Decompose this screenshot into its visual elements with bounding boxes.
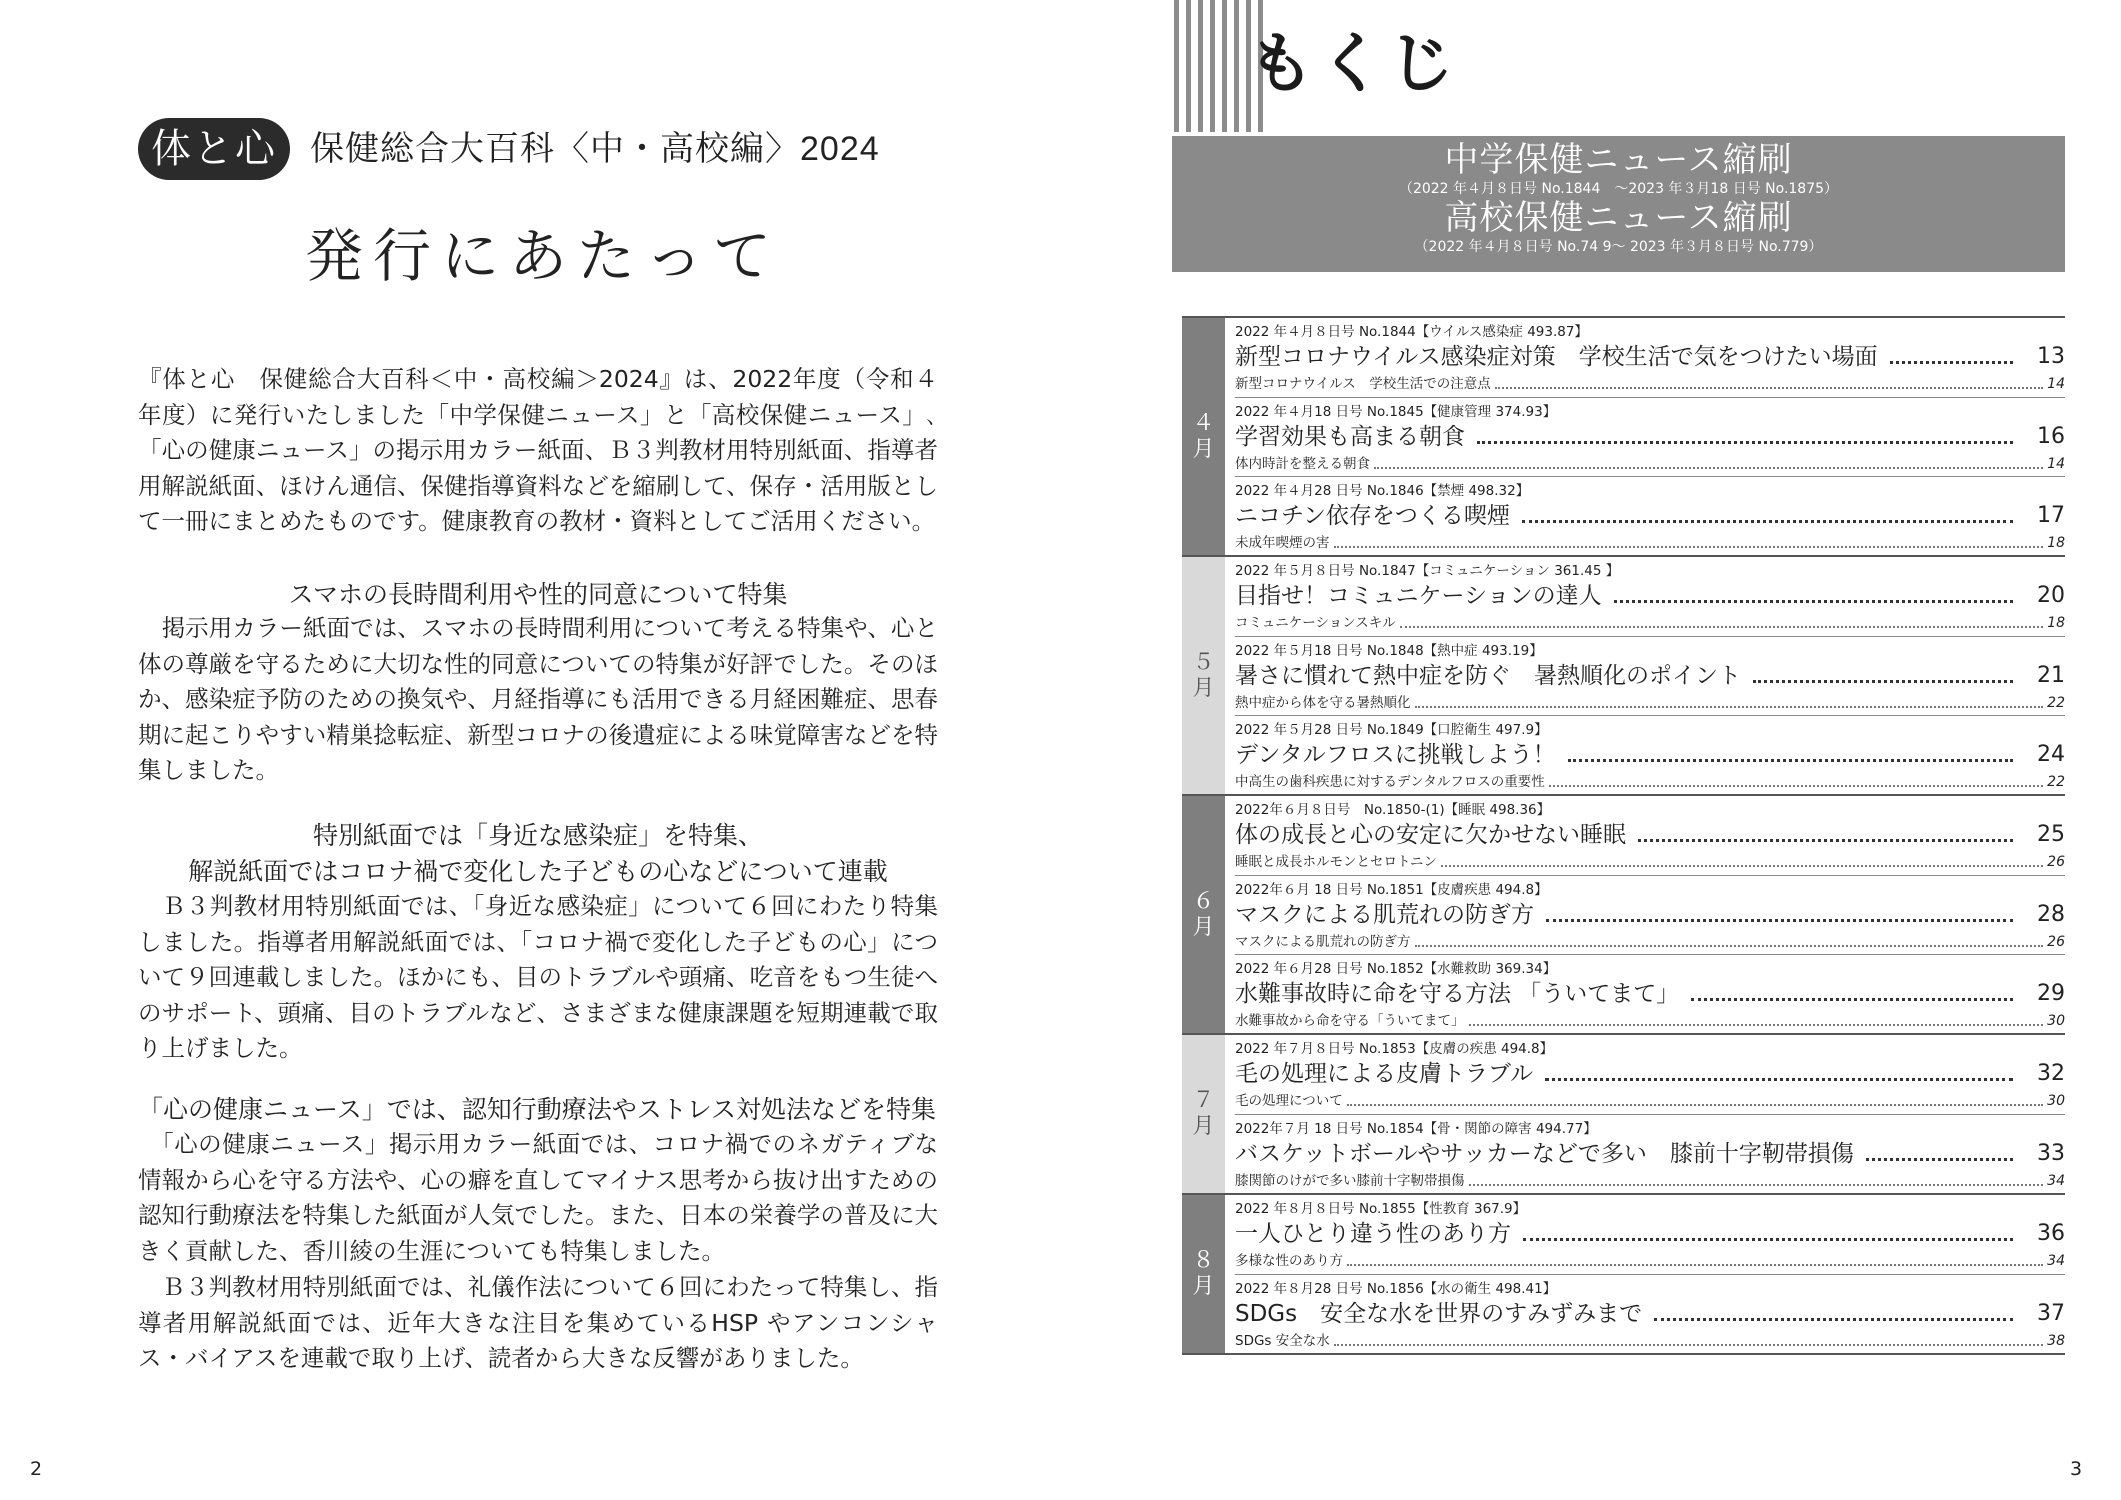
section2-heading-1: 特別紙面では「身近な感染症」を特集、 [312,821,763,850]
entry-sub-page: 30 [2047,1013,2065,1029]
month-tab [1182,1035,1225,1193]
entry-title-row [1235,580,2065,612]
month-label: ５月 [1192,649,1215,701]
leader-dots [1546,919,2013,922]
entry-title-row [1235,899,2065,931]
toc-entry[interactable] [1235,715,2065,794]
entry-title: ニコチン依存をつくる喫煙 [1235,503,1510,529]
section2-heading-2: 解説紙面ではコロナ禍で変化した子どもの心などについて連載 [188,857,888,886]
toc-month-group [1182,1193,2065,1353]
intro-paragraph: 『体と心 保健総合大百科＜中・高校編＞2024』は、2022年度（令和４年度）に発行いたしました「中学保健ニュース」と「高校保健ニュース」､「心の健康ニュース」の掲示用カラー紙面、Ｂ３判教材用特別紙面、指導者用解説紙面、ほけん通信、保健指導資料などを縮刷して、保存・活用版として一冊にまとめたものです。健康教育の教材・資料としてご活用ください。 [138,365,938,536]
page-number-left: 2 [30,1458,43,1480]
entry-subtitle-row [1235,1012,2065,1030]
entry-page: 28 [2037,902,2065,927]
entry-subtitle: 水難事故から命を守る「ういてまて」 [1235,1013,1465,1029]
entry-sub-page: 30 [2047,1093,2065,1109]
entry-issue-info: 2022年６月８日号 No.1850-(1)【睡眠 498.36】 [1235,802,1551,818]
entry-subtitle: マスクによる肌荒れの防ぎ方 [1235,934,1411,950]
entry-subtitle: 体内時計を整える朝食 [1235,456,1370,472]
entry-issue-info: 2022 年５月18 日号 No.1848【熱中症 493.19】 [1235,643,1543,659]
page-title: 発行にあたって [305,223,782,289]
leader-dots [1477,441,2013,444]
leader-dots [1347,1264,2043,1266]
leader-dots [1441,865,2043,867]
toc-entry[interactable] [1235,476,2065,555]
title-badge: 体と心 [138,118,290,180]
entry-subtitle: 未成年喫煙の害 [1235,535,1330,551]
section1-heading: スマホの長時間利用や性的同意について特集 [288,580,788,609]
entry-sub-page: 18 [2047,535,2065,551]
section2-body: Ｂ３判教材用特別紙面では、「身近な感染症」について６回にわたり特集しました。指導者用解説紙面では、「コロナ禍で変化した子どもの心」について９回連載しました。ほかにも、目のトラブルや頭痛、吃音をもつ生徒へのサポート、頭痛、目のトラブルなど、さまざまな健康課題を短期連載で取り上げました。 [138,892,938,1063]
toc-entry[interactable] [1235,875,2065,954]
entry-page: 17 [2037,503,2065,528]
entry-issue-info: 2022 年４月８日号 No.1844【ウイルス感染症 493.87】 [1235,324,1588,340]
entry-sub-page: 18 [2047,615,2065,631]
toc-heading: もくじ [1248,25,1458,102]
toc-banner [1172,136,2065,272]
section1-body: 掲示用カラー紙面では、スマホの長時間利用について考える特集や、心と体の尊厳を守るために大切な性的同意についての特集が好評でした。そのほか、感染症予防のための換気や、月経指導にも活用できる月経困難症、思春期に起こりやすい精巣捻転症、新型コロナの後遺症による味覚障害などを特集しました。 [138,614,938,785]
toc-entry[interactable] [1235,318,2065,397]
entry-subtitle-row [1235,1252,2065,1270]
leader-dots [1568,759,2013,762]
leader-dots [1347,1104,2043,1106]
entry-sub-page: 26 [2047,934,2065,950]
toc-entry[interactable] [1235,1114,2065,1193]
leader-dots [1334,1344,2043,1346]
entry-title-row [1235,739,2065,771]
entry-sub-page: 22 [2047,774,2065,790]
toc-entry[interactable] [1235,636,2065,715]
banner-sub-junior: （2022 年４月８日号 No.1844 ～2023 年３月18 日号 No.1875） [1398,181,1839,197]
toc-entry[interactable] [1235,1035,2065,1114]
entry-subtitle: 新型コロナウイルス 学校生活での注意点 [1235,376,1491,392]
entry-title-row [1235,978,2065,1010]
entry-subtitle-row [1235,1332,2065,1350]
entry-title-row [1235,1138,2065,1170]
leader-dots [1549,785,2043,787]
entry-subtitle: SDGs 安全な水 [1235,1333,1330,1349]
leader-dots [1614,600,2013,603]
section3-body-2: Ｂ３判教材用特別紙面では、礼儀作法について６回にわたって特集し、指導者用解説紙面では、近年大きな注目を集めているHSP やアンコンシャス・バイアスを連載で取り上げ、読者から大きな反響がありました。 [138,1273,938,1373]
banner-title-senior: 高校保健ニュース縮刷 [1444,198,1793,238]
entry-issue-info: 2022 年５月28 日号 No.1849【口腔衛生 497.9】 [1235,722,1548,738]
entry-subtitle: 多様な性のあり方 [1235,1253,1343,1269]
entry-title-row [1235,1218,2065,1250]
entry-subtitle-row [1235,534,2065,552]
month-tab [1182,796,1225,1033]
entry-title: バスケットボールやサッカーなどで多い 膝前十字靭帯損傷 [1235,1141,1854,1167]
entry-issue-info: 2022 年５月８日号 No.1847【コミュニケーション 361.45 】 [1235,563,1620,579]
entry-page: 20 [2037,583,2065,608]
toc-entry[interactable] [1235,1195,2065,1274]
entry-issue-info: 2022年６月 18 日号 No.1851【皮膚疾患 494.8】 [1235,882,1548,898]
entry-title: 暑さに慣れて熱中症を防ぐ 暑熱順化のポイント [1235,663,1741,689]
entry-subtitle-row [1235,1172,2065,1190]
entry-subtitle: 膝関節のけがで多い膝前十字靭帯損傷 [1235,1173,1465,1189]
leader-dots [1890,361,2013,364]
entry-sub-page: 26 [2047,854,2065,870]
month-label: ４月 [1192,410,1215,462]
month-label: ８月 [1192,1248,1215,1299]
leader-dots [1753,680,2013,683]
leader-dots [1495,387,2043,389]
entry-title: SDGs 安全な水を世界のすみずみまで [1235,1301,1643,1327]
month-tab [1182,318,1225,555]
entry-title: 水難事故時に命を守る方法 「ういてまて」 [1235,981,1680,1007]
entry-sub-page: 38 [2047,1333,2065,1349]
entry-title-row [1235,341,2065,373]
leader-dots [1691,998,2013,1001]
leader-dots [1400,626,2044,628]
leader-dots [1866,1158,2013,1161]
entry-sub-page: 14 [2047,456,2065,472]
entry-subtitle-row [1235,614,2065,632]
entry-title-row [1235,500,2065,532]
leader-dots [1522,520,2013,523]
entry-subtitle-row [1235,1092,2065,1110]
toc-month-group [1182,316,2065,555]
entry-issue-info: 2022年７月 18 日号 No.1854【骨・関節の障害 494.77】 [1235,1121,1597,1137]
entry-issue-info: 2022 年４月18 日号 No.1845【健康管理 374.93】 [1235,404,1557,420]
entry-page: 29 [2037,981,2065,1006]
section3-heading: 「心の健康ニュース」では、認知行動療法やストレス対処法などを特集 [138,1095,937,1124]
entry-sub-page: 34 [2047,1253,2065,1269]
entry-issue-info: 2022 年８月28 日号 No.1856【水の衛生 498.41】 [1235,1281,1557,1297]
leader-dots [1654,1318,2013,1321]
toc-entry[interactable] [1235,397,2065,476]
month-label: ７月 [1192,1088,1215,1139]
entry-page: 36 [2037,1221,2065,1246]
entry-issue-info: 2022 年４月28 日号 No.1846【禁煙 498.32】 [1235,483,1530,499]
entry-sub-page: 22 [2047,695,2065,711]
entry-page: 21 [2037,663,2065,688]
leader-dots [1334,546,2044,548]
entry-title-row [1235,421,2065,453]
entry-title-row [1235,660,2065,692]
page-number-right: 3 [2070,1458,2083,1480]
entry-title: 新型コロナウイルス感染症対策 学校生活で気をつけたい場面 [1235,344,1878,370]
entry-issue-info: 2022 年７月８日号 No.1853【皮膚の疾患 494.8】 [1235,1041,1554,1057]
entry-title: 目指せ！コミュニケーションの達人 [1235,583,1602,609]
leader-dots [1523,1238,2013,1241]
entry-page: 13 [2037,344,2065,369]
entry-subtitle-row [1235,375,2065,393]
toc-list [1182,316,2065,1355]
entry-title: 毛の処理による皮膚トラブル [1235,1061,1534,1087]
series-title: 保健総合大百科〈中・高校編〉2024 [310,130,880,168]
month-tab [1182,1195,1225,1353]
entry-title: デンタルフロスに挑戦しよう！ [1235,742,1556,768]
entry-subtitle: 毛の処理について [1235,1093,1343,1109]
entry-subtitle-row [1235,773,2065,791]
entry-subtitle-row [1235,853,2065,871]
toc-entry[interactable] [1235,557,2065,636]
entry-subtitle: 睡眠と成長ホルモンとセロトニン [1235,854,1437,870]
entry-title: 一人ひとり違う性のあり方 [1235,1221,1511,1247]
entry-subtitle-row [1235,694,2065,712]
entry-issue-info: 2022 年８月８日号 No.1855【性教育 367.9】 [1235,1201,1527,1217]
entry-sub-page: 14 [2047,376,2065,392]
month-tab [1182,557,1225,794]
entry-issue-info: 2022 年６月28 日号 No.1852【水難救助 369.34】 [1235,961,1557,977]
banner-sub-senior: （2022 年４月８日号 No.74 9～ 2023 年３月８日号 No.779） [1414,239,1823,255]
entry-title-row [1235,1298,2065,1330]
entry-page: 16 [2037,424,2065,449]
entry-title: 体の成長と心の安定に欠かせない睡眠 [1235,822,1626,848]
leader-dots [1545,1078,2013,1081]
entry-title: 学習効果も高まる朝食 [1235,424,1465,450]
section3-body-1: 「心の健康ニュース」掲示用カラー紙面では、コロナ禍でのネガティブな情報から心を守る方法や、心の癖を直してマイナス思考から抜け出すための認知行動療法を特集した紙面が人気でした。また、日本の栄養学の普及に大きく貢献した、香川綾の生涯についても特集しました。 [138,1130,938,1265]
entry-subtitle: 熱中症から体を守る暑熱順化 [1235,695,1411,711]
toc-month-group [1182,555,2065,794]
month-label: ６月 [1192,888,1215,940]
entry-subtitle-row [1235,455,2065,473]
leader-dots [1469,1024,2044,1026]
leader-dots [1374,467,2043,469]
entry-page: 32 [2037,1061,2065,1086]
entry-subtitle-row [1235,933,2065,951]
toc-entry[interactable] [1235,796,2065,875]
entry-page: 33 [2037,1141,2065,1166]
entry-page: 37 [2037,1301,2065,1326]
entry-title: マスクによる肌荒れの防ぎ方 [1235,902,1534,928]
left-page [0,0,1060,1500]
leader-dots [1638,839,2013,842]
leader-dots [1469,1184,2044,1186]
toc-month-group [1182,794,2065,1033]
toc-end-rule [1182,1353,2065,1355]
toc-month-group [1182,1033,2065,1193]
toc-entry[interactable] [1235,954,2065,1033]
entry-page: 24 [2037,742,2065,767]
entry-page: 25 [2037,822,2065,847]
leader-dots [1415,945,2044,947]
entry-title-row [1235,819,2065,851]
entry-title-row [1235,1058,2065,1090]
banner-title-junior: 中学保健ニュース縮刷 [1444,140,1793,180]
entry-subtitle: 中高生の歯科疾患に対するデンタルフロスの重要性 [1235,774,1545,790]
entry-subtitle: コミュニケーションスキル [1235,615,1396,631]
entry-sub-page: 34 [2047,1173,2065,1189]
toc-entry[interactable] [1235,1274,2065,1353]
leader-dots [1415,706,2044,708]
